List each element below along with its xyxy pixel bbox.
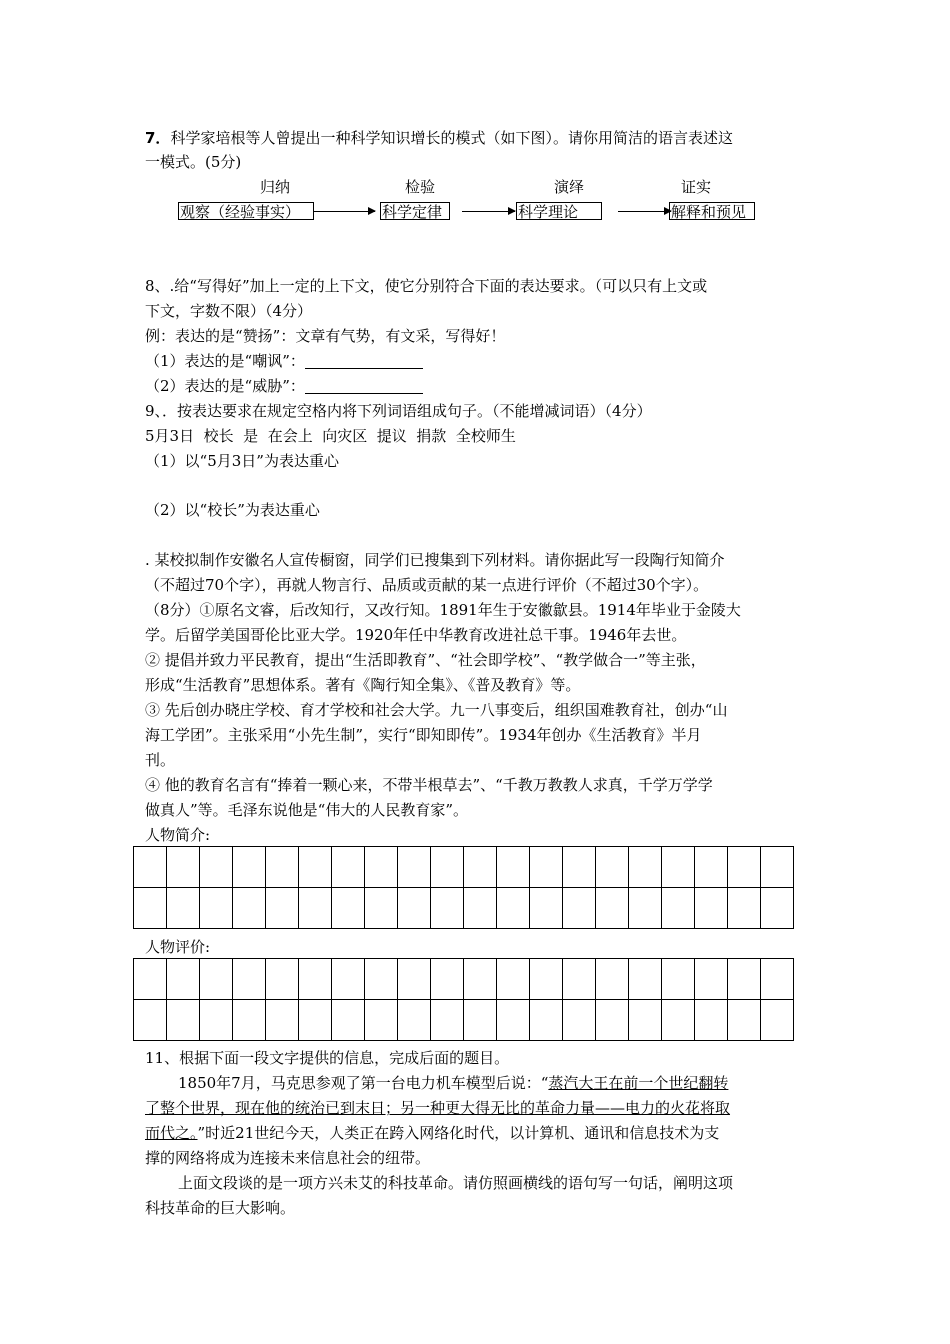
grid-cell[interactable] xyxy=(365,888,398,929)
grid-cell[interactable] xyxy=(332,888,365,929)
q10-line: 做真人”等。毛泽东说他是“伟大的人民教育家”。 xyxy=(145,801,469,819)
grid-cell[interactable] xyxy=(563,888,596,929)
grid-cell[interactable] xyxy=(596,959,629,1000)
q7-number: 7． xyxy=(145,129,171,147)
q9-line-1: 9、．按表达要求在规定空格内将下列词语组成句子。（不能增减词语）（4分） xyxy=(145,402,652,420)
grid-cell[interactable] xyxy=(365,847,398,888)
grid-cell[interactable] xyxy=(365,1000,398,1041)
q11-line-1: 11、根据下面一段文字提供的信息，完成后面的题目。 xyxy=(145,1049,510,1067)
q7-line-1: 7．科学家培根等人曾提出一种科学知识增长的模式（如下图）。请你用简洁的语言表述这 xyxy=(145,129,733,147)
grid-cell[interactable] xyxy=(761,847,794,888)
arrow-icon xyxy=(462,211,515,212)
grid-cell[interactable] xyxy=(530,959,563,1000)
arrow-icon xyxy=(314,211,375,212)
eval-label: 人物评价: xyxy=(145,938,211,956)
grid-cell[interactable] xyxy=(332,1000,365,1041)
grid-cell[interactable] xyxy=(431,888,464,929)
grid-cell[interactable] xyxy=(464,888,497,929)
q10-line: ④ 他的教育名言有“捧着一颗心来，不带半根草去”、“千教万教教人求真，千学万学学 xyxy=(145,776,713,794)
grid-row xyxy=(134,847,794,888)
grid-cell[interactable] xyxy=(497,1000,530,1041)
grid-cell[interactable] xyxy=(266,888,299,929)
grid-cell[interactable] xyxy=(563,1000,596,1041)
q8-item-1: （1）表达的是“嘲讽”： xyxy=(145,351,423,371)
q10-line: 学。后留学美国哥伦比亚大学。1920年任中华教育改进社总干事。1946年去世。 xyxy=(145,626,687,644)
intro-label: 人物简介: xyxy=(145,826,211,844)
grid-cell[interactable] xyxy=(629,959,662,1000)
grid-cell[interactable] xyxy=(629,888,662,929)
grid-cell[interactable] xyxy=(629,1000,662,1041)
grid-cell[interactable] xyxy=(497,959,530,1000)
diagram-box-observation: 观察（经验事实） xyxy=(178,202,314,220)
q9-item-1: （1）以“5月3日”为表达重心 xyxy=(145,452,339,470)
q8-line-1: 8、.给“写得好”加上一定的上下文，使它分别符合下面的表达要求。（可以只有上文或 xyxy=(145,277,708,295)
grid-cell[interactable] xyxy=(662,888,695,929)
grid-cell[interactable] xyxy=(134,847,167,888)
q10-line: （8分）①原名文睿，后改知行，又改行知。1891年生于安徽歙县。1914年毕业于金陵大 xyxy=(145,601,741,619)
diagram-box-explanation: 解释和预见 xyxy=(669,202,755,220)
grid-cell[interactable] xyxy=(596,1000,629,1041)
grid-cell[interactable] xyxy=(365,959,398,1000)
grid-cell[interactable] xyxy=(695,888,728,929)
grid-cell[interactable] xyxy=(167,959,200,1000)
arrow-icon xyxy=(618,211,671,212)
grid-row xyxy=(134,1000,794,1041)
q10-line: （不超过70个字），再就人物言行、品质或贡献的某一点进行评价（不超过30个字）。 xyxy=(145,576,709,594)
underlined-quote: 了整个世界，现在他的统治已到末日；另一种更大得无比的革命力量——电力的火花将取 xyxy=(145,1099,731,1117)
grid-cell[interactable] xyxy=(728,847,761,888)
grid-cell[interactable] xyxy=(497,847,530,888)
grid-cell[interactable] xyxy=(233,888,266,929)
grid-cell[interactable] xyxy=(167,847,200,888)
grid-cell[interactable] xyxy=(266,959,299,1000)
grid-cell[interactable] xyxy=(596,888,629,929)
grid-cell[interactable] xyxy=(398,1000,431,1041)
grid-cell[interactable] xyxy=(134,959,167,1000)
grid-cell[interactable] xyxy=(761,888,794,929)
grid-cell[interactable] xyxy=(497,888,530,929)
grid-cell[interactable] xyxy=(167,1000,200,1041)
grid-cell[interactable] xyxy=(563,959,596,1000)
grid-cell[interactable] xyxy=(662,847,695,888)
grid-cell[interactable] xyxy=(662,959,695,1000)
q10-line: 海工学团”。主张采用“小先生制”，实行“即知即传”。1934年创办《生活教育》半月 xyxy=(145,726,702,744)
q8-line-2: 下文，字数不限）（4分） xyxy=(145,302,313,320)
q10-line: ② 提倡并致力平民教育，提出“生活即教育”、“社会即学校”、“教学做合一”等主张， xyxy=(145,651,706,669)
grid-cell[interactable] xyxy=(761,959,794,1000)
grid-cell[interactable] xyxy=(431,847,464,888)
grid-cell[interactable] xyxy=(398,959,431,1000)
diagram-box-scientific-law: 科学定律 xyxy=(380,202,450,220)
q8-item-2: （2）表达的是“威胁”： xyxy=(145,376,423,396)
grid-cell[interactable] xyxy=(464,959,497,1000)
q11-para-2-line-1: 上面文段谈的是一项方兴未艾的科技革命。请仿照画横线的语句写一句话，阐明这项 xyxy=(178,1174,734,1192)
underlined-quote: 而代之。 xyxy=(145,1124,198,1142)
grid-row xyxy=(134,959,794,1000)
eval-writing-grid[interactable] xyxy=(133,958,794,1041)
q9-words: 5月3日 校长 是 在会上 向灾区 提议 捐款 全校师生 xyxy=(145,427,516,445)
grid-cell[interactable] xyxy=(596,847,629,888)
grid-cell[interactable] xyxy=(299,847,332,888)
grid-cell[interactable] xyxy=(728,888,761,929)
grid-cell[interactable] xyxy=(728,959,761,1000)
grid-cell[interactable] xyxy=(134,888,167,929)
grid-cell[interactable] xyxy=(266,847,299,888)
grid-cell[interactable] xyxy=(761,1000,794,1041)
grid-cell[interactable] xyxy=(200,1000,233,1041)
q11-para-1-line-4: 撑的网络将成为连接未来信息社会的纽带。 xyxy=(145,1149,431,1167)
q10-line: 刊。 xyxy=(145,751,176,769)
diagram-label-verification: 检验 xyxy=(405,178,436,196)
grid-cell[interactable] xyxy=(695,1000,728,1041)
grid-cell[interactable] xyxy=(233,847,266,888)
grid-cell[interactable] xyxy=(629,847,662,888)
grid-cell[interactable] xyxy=(563,847,596,888)
q8-example: 例：表达的是“赞扬”：文章有气势，有文采，写得好！ xyxy=(145,327,506,345)
grid-cell[interactable] xyxy=(200,847,233,888)
grid-cell[interactable] xyxy=(398,847,431,888)
grid-cell[interactable] xyxy=(464,1000,497,1041)
grid-cell[interactable] xyxy=(398,888,431,929)
grid-cell[interactable] xyxy=(530,847,563,888)
grid-cell[interactable] xyxy=(299,1000,332,1041)
answer-blank[interactable] xyxy=(305,354,423,369)
diagram-label-deduction: 演绎 xyxy=(554,178,585,196)
grid-cell[interactable] xyxy=(200,888,233,929)
q9-item-2: （2）以“校长”为表达重心 xyxy=(145,501,320,519)
grid-cell[interactable] xyxy=(464,847,497,888)
grid-cell[interactable] xyxy=(299,888,332,929)
q10-line: 形成“生活教育”思想体系。著有《陶行知全集》、《普及教育》等。 xyxy=(145,676,581,694)
grid-cell[interactable] xyxy=(662,1000,695,1041)
grid-cell[interactable] xyxy=(332,847,365,888)
grid-cell[interactable] xyxy=(728,1000,761,1041)
diagram-label-confirmation: 证实 xyxy=(681,178,712,196)
grid-cell[interactable] xyxy=(332,959,365,1000)
q11-para-1-line-3: 而代之。”时近21世纪今天，人类正在跨入网络化时代，以计算机、通讯和信息技术为支 xyxy=(145,1124,720,1142)
grid-cell[interactable] xyxy=(233,959,266,1000)
grid-row xyxy=(134,888,794,929)
grid-cell[interactable] xyxy=(233,1000,266,1041)
grid-cell[interactable] xyxy=(530,1000,563,1041)
answer-blank[interactable] xyxy=(305,379,423,394)
q11-para-2-line-2: 科技革命的巨大影响。 xyxy=(145,1199,296,1217)
q7-line-2: 一模式。(5分) xyxy=(145,153,242,171)
q10-line: . 某校拟制作安徽名人宣传橱窗，同学们已搜集到下列材料。请你据此写一段陶行知简介 xyxy=(145,551,725,569)
underlined-quote: 蒸汽大王在前一个世纪翻转 xyxy=(548,1074,729,1092)
diagram-label-induction: 归纳 xyxy=(260,178,291,196)
grid-cell[interactable] xyxy=(200,959,233,1000)
intro-writing-grid[interactable] xyxy=(133,846,794,929)
grid-cell[interactable] xyxy=(167,888,200,929)
q11-para-1-line-1: 1850年7月，马克思参观了第一台电力机车模型后说：“蒸汽大王在前一个世纪翻转 xyxy=(178,1074,729,1092)
grid-cell[interactable] xyxy=(299,959,332,1000)
q10-line: ③ 先后创办晓庄学校、育才学校和社会大学。九一八事变后，组织国难教育社，创办“山 xyxy=(145,701,728,719)
diagram-box-scientific-theory: 科学理论 xyxy=(516,202,602,220)
grid-cell[interactable] xyxy=(530,888,563,929)
grid-cell[interactable] xyxy=(431,1000,464,1041)
grid-cell[interactable] xyxy=(266,1000,299,1041)
grid-cell[interactable] xyxy=(695,847,728,888)
grid-cell[interactable] xyxy=(134,1000,167,1041)
grid-cell[interactable] xyxy=(695,959,728,1000)
grid-cell[interactable] xyxy=(431,959,464,1000)
